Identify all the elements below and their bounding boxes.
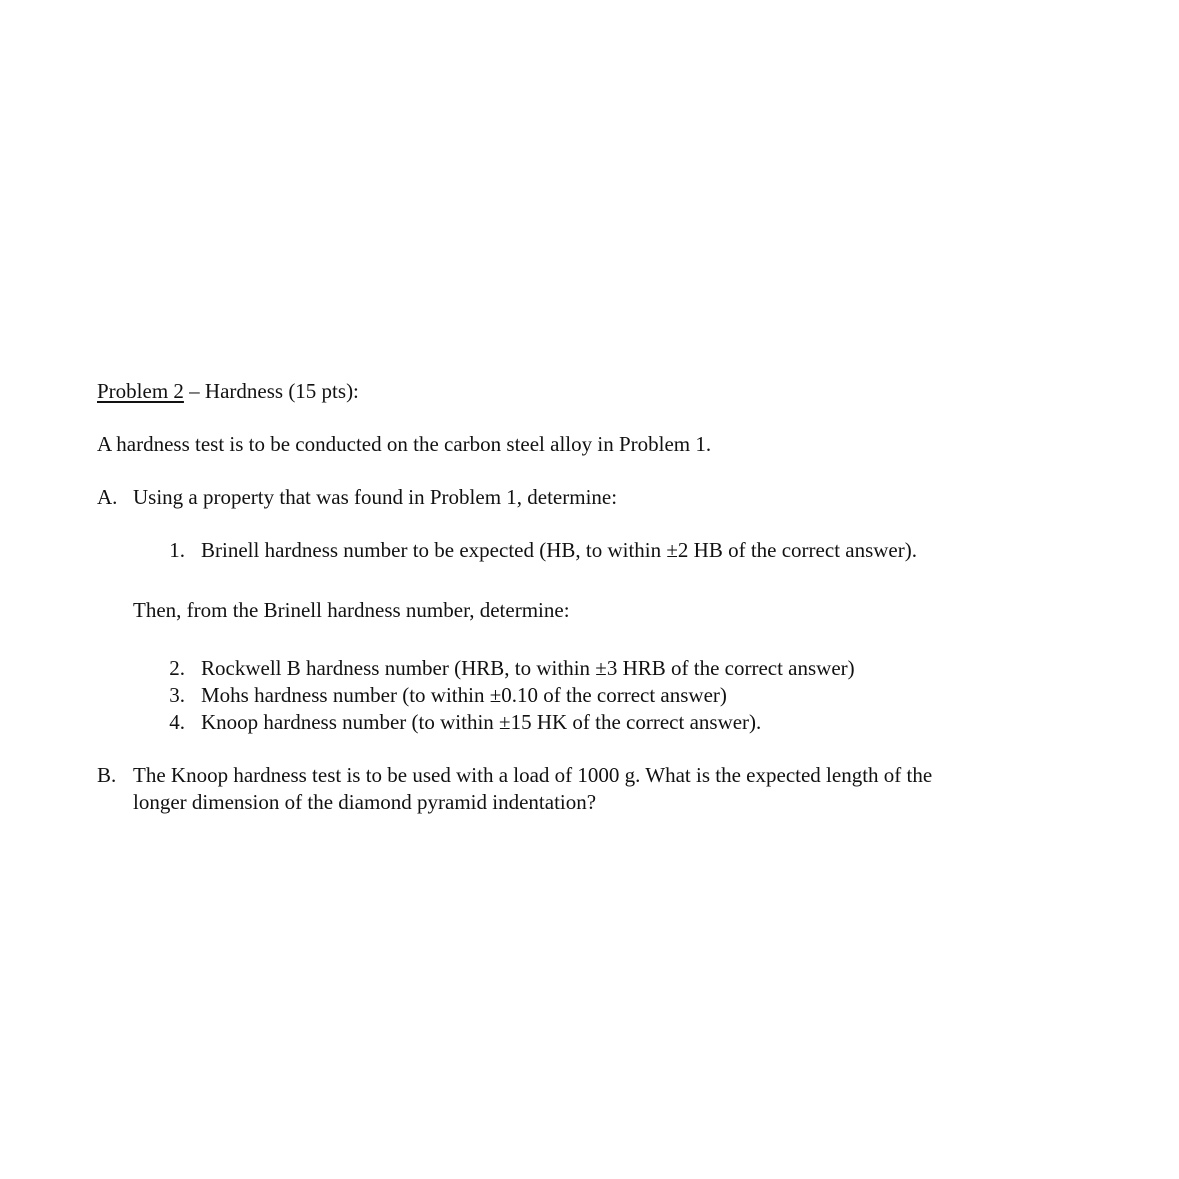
problem-intro: A hardness test is to be conducted on the carbon steel alloy in Problem 1. [97,432,712,456]
part-b-label: B. [97,763,117,787]
problem-title [97,378,359,405]
part-b-text-line-2: longer dimension of the diamond pyramid indentation? [133,790,597,814]
item-2-text: Rockwell B hardness number (HRB, to within ±3 HRB of the correct answer) [201,656,855,680]
item-1-number: 1. [169,538,185,562]
item-1-text: Brinell hardness number to be expected (HB, to within ±2 HB of the correct answer). [201,538,917,562]
problem-title-underlined: Problem 2 [97,379,184,403]
item-2-number: 2. [169,656,185,680]
item-3-number: 3. [169,683,185,707]
part-a-text: Using a property that was found in Problem 1, determine: [133,485,618,509]
item-4-text: Knoop hardness number (to within ±15 HK of the correct answer). [201,710,762,734]
part-b-text-line-1: The Knoop hardness test is to be used with a load of 1000 g. What is the expected length of the [133,763,933,787]
problem-title-rest: – Hardness (15 pts): [183,379,359,403]
item-3-text: Mohs hardness number (to within ±0.10 of the correct answer) [201,683,727,707]
then-text: Then, from the Brinell hardness number, determine: [133,598,570,622]
part-a-label: A. [97,485,118,509]
item-4-number: 4. [169,710,185,734]
